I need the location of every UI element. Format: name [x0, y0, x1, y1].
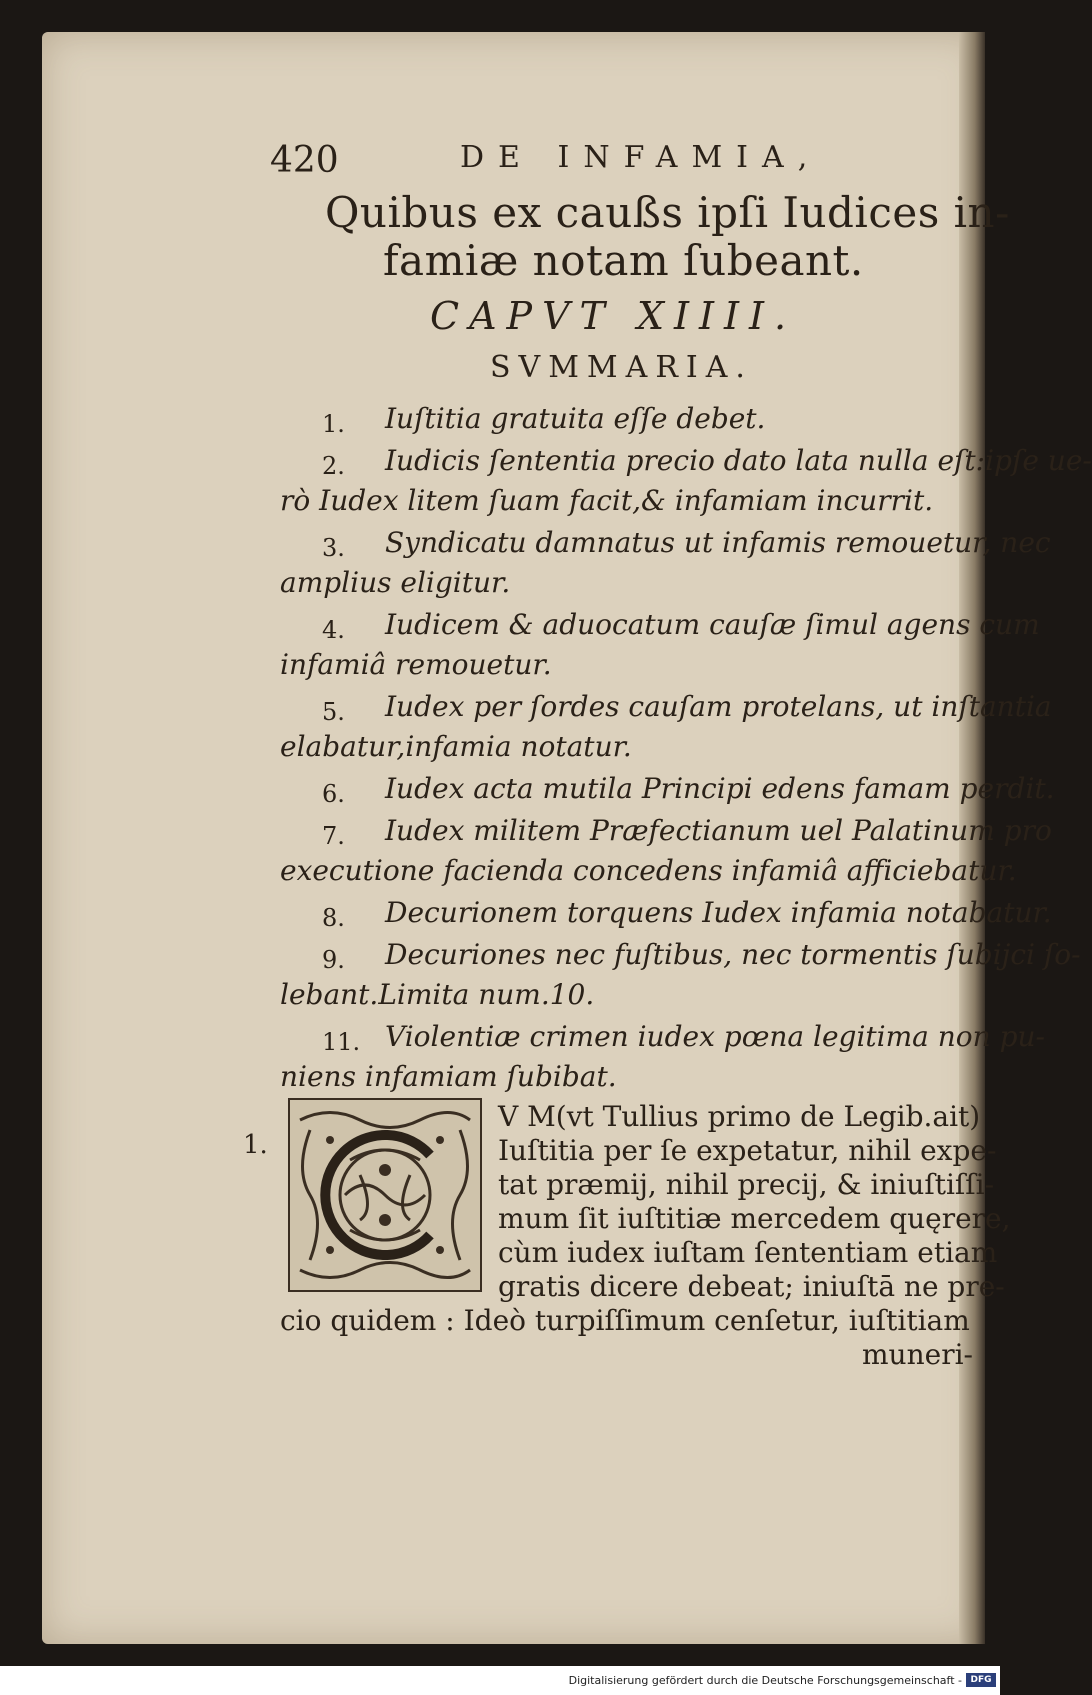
summary-line: Iudicis ſententia precio dato lata nulla eſt:ipſe ue-: [385, 444, 1092, 477]
catchword: muneri-: [862, 1338, 973, 1371]
summary-number: 2.: [322, 452, 345, 480]
summary-number: 7.: [322, 822, 345, 850]
summary-number: 6.: [322, 780, 345, 808]
summary-number: 8.: [322, 904, 345, 932]
summary-number: 4.: [322, 616, 345, 644]
body-line: cùm iudex iuſtam ſententiam etiam: [498, 1236, 998, 1269]
body-line: mum ſit iuſtitiæ mercedem quęrere,: [498, 1202, 1011, 1235]
summary-line: Decurionem torquens Iudex infamia notabatur.: [385, 896, 1052, 929]
page-number: 420: [270, 140, 339, 181]
margin-number: 1.: [243, 1130, 268, 1160]
summary-line: rò Iudex litem ſuam facit,& infamiam incurrit.: [280, 484, 934, 517]
summary-line: Iudex per ſordes cauſam protelans, ut inſtantia: [385, 690, 1052, 723]
ornament-icon: [290, 1100, 480, 1290]
summary-line: Iudex militem Præfectianum uel Palatinum pro: [385, 814, 1052, 847]
summary-number: 1.: [322, 410, 345, 438]
summaria-heading: SVMMARIA.: [490, 350, 753, 385]
summary-line: Violentiæ crimen iudex pœna legitima non pu-: [385, 1020, 1046, 1053]
dfg-logo: DFG: [966, 1673, 996, 1687]
summary-line: lebant.Limita num.10.: [280, 978, 595, 1011]
summary-number: 3.: [322, 534, 345, 562]
chapter-heading: CAPVT XIIII.: [430, 294, 797, 338]
body-line: tat præmij, nihil precij, & iniuſtiſſi-: [498, 1168, 995, 1201]
summary-line: Iuſtitia gratuita eſſe debet.: [385, 402, 766, 435]
summary-line: Syndicatu damnatus ut infamis remouetur, nec: [385, 526, 1051, 559]
summary-number: 9.: [322, 946, 345, 974]
body-line: gratis dicere debeat; iniuſtā ne pre-: [498, 1270, 1005, 1303]
chapter-title-line-1: Quibus ex caußs ipſi Iudices in-: [325, 188, 1010, 237]
summary-number: 5.: [322, 698, 345, 726]
running-head: DE INFAMIA,: [460, 140, 822, 175]
body-line: cio quidem : Ideò turpiſſimum cenſetur, iuſtitiam: [280, 1304, 970, 1337]
summary-line: executione facienda concedens infamiâ afficiebatur.: [280, 854, 1017, 887]
summary-line: infamiâ remouetur.: [280, 648, 552, 681]
decorated-initial: [288, 1098, 482, 1292]
body-line: V M(vt Tullius primo de Legib.ait): [498, 1100, 981, 1133]
chapter-title-line-2: famiæ notam ſubeant.: [383, 236, 864, 285]
summary-line: Decuriones nec fuſtibus, nec tormentis ſubijci ſo-: [385, 938, 1081, 971]
summary-line: elabatur,infamia notatur.: [280, 730, 632, 763]
footer-credit: Digitalisierung gefördert durch die Deutsche Forschungsgemeinschaft -: [568, 1674, 962, 1687]
summary-line: Iudicem & aduocatum cauſæ ſimul agens cum: [385, 608, 1040, 641]
summary-line: Iudex acta mutila Principi edens famam perdit.: [385, 772, 1055, 805]
body-line: Iuſtitia per ſe expetatur, nihil expe-: [498, 1134, 997, 1167]
summary-line: amplius eligitur.: [280, 566, 511, 599]
summary-number: 11.: [322, 1028, 361, 1056]
summary-line: niens infamiam ſubibat.: [280, 1060, 617, 1093]
